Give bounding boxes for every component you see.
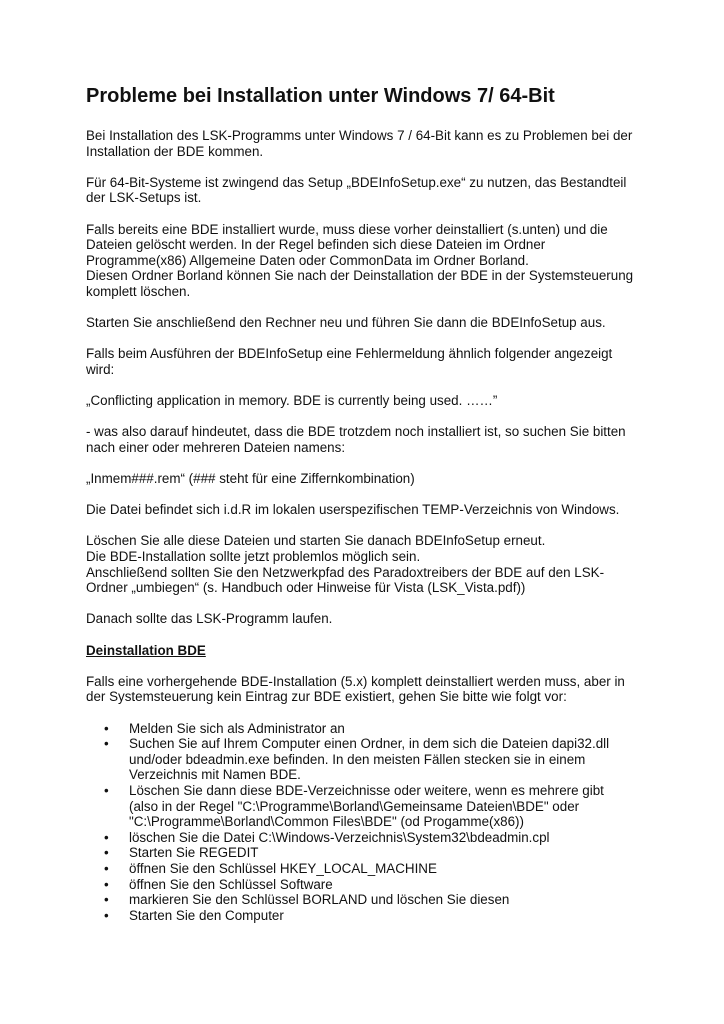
text-line: Die BDE-Installation sollte jetzt problemlos möglich sein.: [86, 549, 421, 565]
list-item: [86, 892, 646, 908]
text-line: der LSK-Setups ist.: [86, 190, 202, 206]
text-line: Falls beim Ausführen der BDEInfoSetup eine Fehlermeldung ähnlich folgender angezeigt: [86, 346, 613, 362]
list-item: [86, 877, 646, 893]
text-line: wird:: [86, 361, 115, 377]
list-item: [86, 845, 646, 861]
text-line: Diesen Ordner Borland können Sie nach der Deinstallation der BDE in der Systemsteuerung: [86, 268, 634, 284]
list-item: [86, 908, 646, 924]
text-line: öffnen Sie den Schlüssel Software: [129, 876, 333, 892]
text-line: Löschen Sie dann diese BDE-Verzeichnisse oder weitere, wenn es mehrere gibt: [129, 782, 604, 798]
bullet-marker: •: [104, 892, 109, 908]
document-page: [86, 84, 646, 923]
list-item: [86, 783, 646, 830]
text-line: der Systemsteuerung kein Eintrag zur BDE existiert, gehen Sie bitte wie folgt vor:: [86, 689, 567, 705]
paragraph-file-location: [86, 502, 646, 518]
paragraph-uninstall-first: [86, 222, 646, 300]
text-line: Bei Installation des LSK-Programms unter Windows 7 / 64-Bit kann es zu Problemen bei der: [86, 128, 633, 143]
text-line: Installation der BDE kommen.: [86, 143, 264, 159]
paragraph-delete-and-retry: [86, 533, 646, 595]
text-line: Dateien gelöscht werden. In der Regel befinden sich diese Dateien im Ordner: [86, 237, 546, 253]
paragraph-file-pattern: [86, 471, 646, 487]
text-line: Starten Sie den Computer: [129, 907, 284, 923]
text-line: Löschen Sie alle diese Dateien und starten Sie danach BDEInfoSetup erneut.: [86, 533, 546, 549]
paragraph-error-message: [86, 346, 646, 377]
paragraph-section-intro: [86, 674, 646, 705]
text-line: (also in der Regel "C:\Programme\Borland\Gemeinsame Dateien\BDE" oder: [129, 798, 580, 814]
bullet-marker: •: [104, 736, 109, 752]
text-line: Programme(x86) Allgemeine Daten oder CommonData im Ordner Borland.: [86, 252, 529, 268]
bullet-marker: •: [104, 720, 109, 736]
paragraph-restart: [86, 315, 646, 331]
text-line: markieren Sie den Schlüssel BORLAND und löschen Sie diesen: [129, 892, 510, 908]
text-line: Falls bereits eine BDE installiert wurde, muss diese vorher deinstalliert (s.unten) und die: [86, 221, 608, 237]
text-line: Starten Sie REGEDIT: [129, 845, 259, 861]
text-line: Anschließend sollten Sie den Netzwerkpfad des Paradoxtreibers der BDE auf den LSK-: [86, 564, 605, 580]
text-line: Starten Sie anschließend den Rechner neu und führen Sie dann die BDEInfoSetup aus.: [86, 315, 606, 331]
bullet-marker: •: [104, 876, 109, 892]
text-line: Suchen Sie auf Ihrem Computer einen Ordner, in dem sich die Dateien dapi32.dll: [129, 736, 610, 752]
bullet-marker: •: [104, 907, 109, 923]
text-line: Die Datei befindet sich i.d.R im lokalen userspezifischen TEMP-Verzeichnis von Windows.: [86, 502, 620, 518]
list-item: [86, 861, 646, 877]
list-item: [86, 830, 646, 846]
text-line: löschen Sie die Datei C:\Windows-Verzeichnis\System32\bdeadmin.cpl: [129, 829, 550, 845]
paragraph-program-runs: [86, 611, 646, 627]
paragraph-search-files: [86, 424, 646, 455]
page-title: Probleme bei Installation unter Windows 7/ 64-Bit: [86, 85, 555, 107]
text-line: Für 64-Bit-Systeme ist zwingend das Setup „BDEInfoSetup.exe“ zu nutzen, das Bestandteil: [86, 174, 627, 190]
uninstall-steps-list: [86, 721, 646, 924]
text-line: Danach sollte das LSK-Programm laufen.: [86, 611, 333, 627]
text-line: „Conflicting application in memory. BDE is currently being used. ……”: [86, 393, 498, 409]
text-line: „Inmem###.rem“ (### steht für eine Ziffernkombination): [86, 471, 415, 487]
list-item: [86, 736, 646, 783]
bullet-marker: •: [104, 845, 109, 861]
text-line: komplett löschen.: [86, 283, 191, 299]
paragraph-bde-problem: [86, 128, 646, 159]
text-line: Melden Sie sich als Administrator an: [129, 720, 345, 736]
bullet-marker: •: [104, 782, 109, 798]
bullet-marker: •: [104, 829, 109, 845]
paragraph-64bit-setup: [86, 175, 646, 206]
text-line: - was also darauf hindeutet, dass die BDE trotzdem noch installiert ist, so suchen Sie bitten: [86, 424, 626, 440]
text-line: nach einer oder mehreren Dateien namens:: [86, 439, 346, 455]
text-line: Verzeichnis mit Namen BDE.: [129, 767, 301, 783]
bullet-marker: •: [104, 860, 109, 876]
text-line: und/oder bdeadmin.exe befinden. In den meisten Fällen stecken sie in einem: [129, 751, 586, 767]
text-line: öffnen Sie den Schlüssel HKEY_LOCAL_MACHINE: [129, 860, 437, 876]
text-line: Ordner „umbiegen“ (s. Handbuch oder Hinweise für Vista (LSK_Vista.pdf)): [86, 580, 526, 596]
paragraph-error-quote: [86, 393, 646, 409]
text-line: "C:\Programme\Borland\Common Files\BDE" (od Progamme(x86)): [129, 814, 524, 830]
list-item: [86, 721, 646, 737]
section-heading-deinstallation: Deinstallation BDE: [86, 642, 206, 658]
text-line: Falls eine vorhergehende BDE-Installation (5.x) komplett deinstalliert werden muss, aber in: [86, 673, 625, 689]
